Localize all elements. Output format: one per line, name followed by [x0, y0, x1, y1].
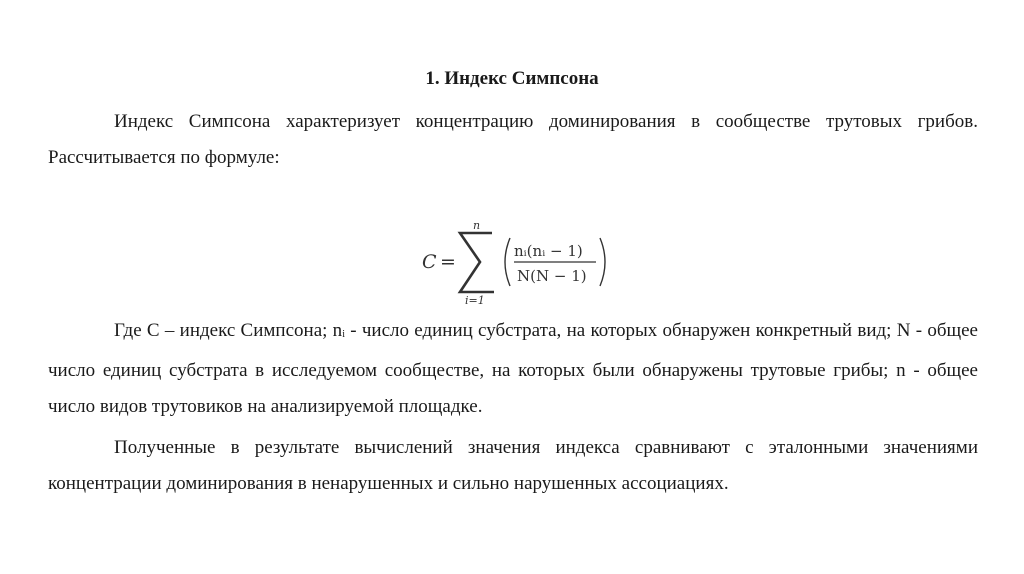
formula-svg: [420, 218, 620, 308]
formula-denominator: N(N − 1): [517, 267, 587, 285]
right-paren-icon: [600, 238, 605, 286]
simpson-formula: [420, 218, 620, 308]
formula-lhs: C: [422, 251, 437, 273]
subscript-i: i: [342, 329, 345, 340]
section-title: 1. Индекс Симпсона: [425, 68, 599, 89]
definitions-paragraph: [48, 313, 978, 425]
sigma-icon: [460, 233, 494, 292]
intro-paragraph: Индекс Симпсона характеризует концентрацию доминирования в сообществе трутовых грибов. Рассчитывается по формуле:: [48, 111, 978, 168]
definitions-text-rest: - число единиц субстрата, на которых обнаружен конкретный вид; N - общее число единиц субстрата в исследуемом сообществе, на которых были обнаружены трутовые грибы; n - общее число видов трутовиков на анализируемой площадке.: [48, 320, 978, 417]
definitions-text-start: Где С – индекс Симпсона; n: [114, 320, 343, 341]
formula-numerator: nᵢ(nᵢ − 1): [514, 242, 583, 260]
formula-equals: =: [440, 251, 456, 273]
conclusion-paragraph: Полученные в результате вычислений значения индекса сравнивают с эталонными значениями концентрации доминирования в ненарушенных и сильно нарушенных ассоциациях.: [48, 437, 978, 494]
left-paren-icon: [505, 238, 510, 286]
sum-upper-limit: n: [473, 219, 481, 232]
sum-lower-limit: i=1: [465, 294, 485, 307]
